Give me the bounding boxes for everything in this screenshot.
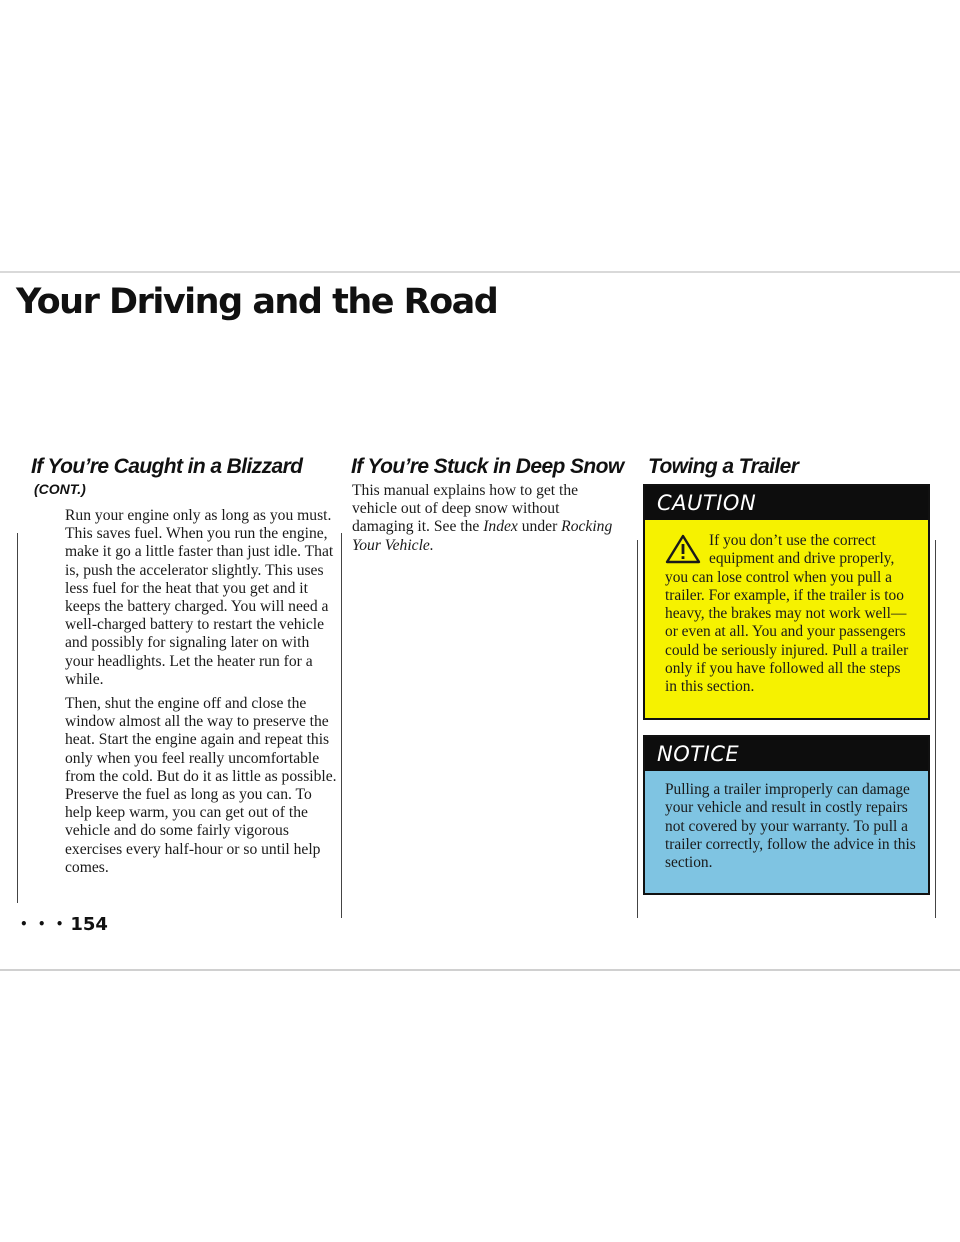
page-number [20,914,108,935]
caution-text: If you don’t use the correct equipment and drive properly, you can lose control when you pull a trailer. For example, if the trailer is too heavy, the brakes may not work well—or even at all. You and your passengers could be seriously injured. Pull a trailer only if you have followed all the steps in this section. [665,532,909,696]
column-rule-left [17,533,18,903]
warning-triangle-icon [665,534,701,564]
page-number-value: 154 [70,914,108,935]
rocking-reference: Rocking Your Vehicle. [352,518,613,554]
towing-heading: Towing a Trailer [648,455,799,478]
deep-snow-text-1: This manual explains how to get the vehicle out of deep snow without damaging it. See the [352,482,579,536]
caution-box [643,484,930,720]
blizzard-body [65,507,340,883]
page-dots: • • • [20,917,67,931]
notice-box [643,735,930,895]
caution-label: CAUTION [645,486,928,520]
column-rule-right [637,540,638,918]
notice-text: Pulling a trailer improperly can damage your vehicle and result in costly repairs not covered by your warranty. To pull a trailer correctly, follow the advice in this section. [665,781,916,872]
index-reference: Index [483,518,518,536]
page-bottom-area [0,1042,960,1242]
deep-snow-heading: If You’re Stuck in Deep Snow [351,455,624,478]
top-divider [0,271,960,273]
notice-content [645,771,928,893]
column-rule-middle [341,533,342,918]
notice-label: NOTICE [645,737,928,771]
continued-label: (CONT.) [34,481,86,497]
deep-snow-body [352,482,617,555]
blizzard-heading: If You’re Caught in a Blizzard [31,455,303,478]
bottom-divider [0,969,960,971]
deep-snow-text-2: under [517,518,562,536]
caution-content [645,520,928,718]
section-title: Your Driving and the Road [16,282,498,322]
blizzard-paragraph-2: Then, shut the engine off and close the window almost all the way to preserve the heat. Start the engine again and repeat this only when you feel really uncomfortable from the cold. But do it as little as possible. Preserve the fuel as long as you can. To help keep warm, you can get out of the vehicle and do some fairly vigorous exercises every half-hour or so until help comes. [65,695,337,876]
blizzard-paragraph-1: Run your engine only as long as you must. This saves fuel. When you run the engine, make it go a little faster than just idle. That is, push the accelerator slightly. This uses less fuel for the heat that you get and it keeps the battery charged. You will need a well-charged battery to restart the vehicle and possibly for signaling later on with your headlights. Let the heater run for a while. [65,507,334,688]
column-rule-far-right [935,540,936,918]
